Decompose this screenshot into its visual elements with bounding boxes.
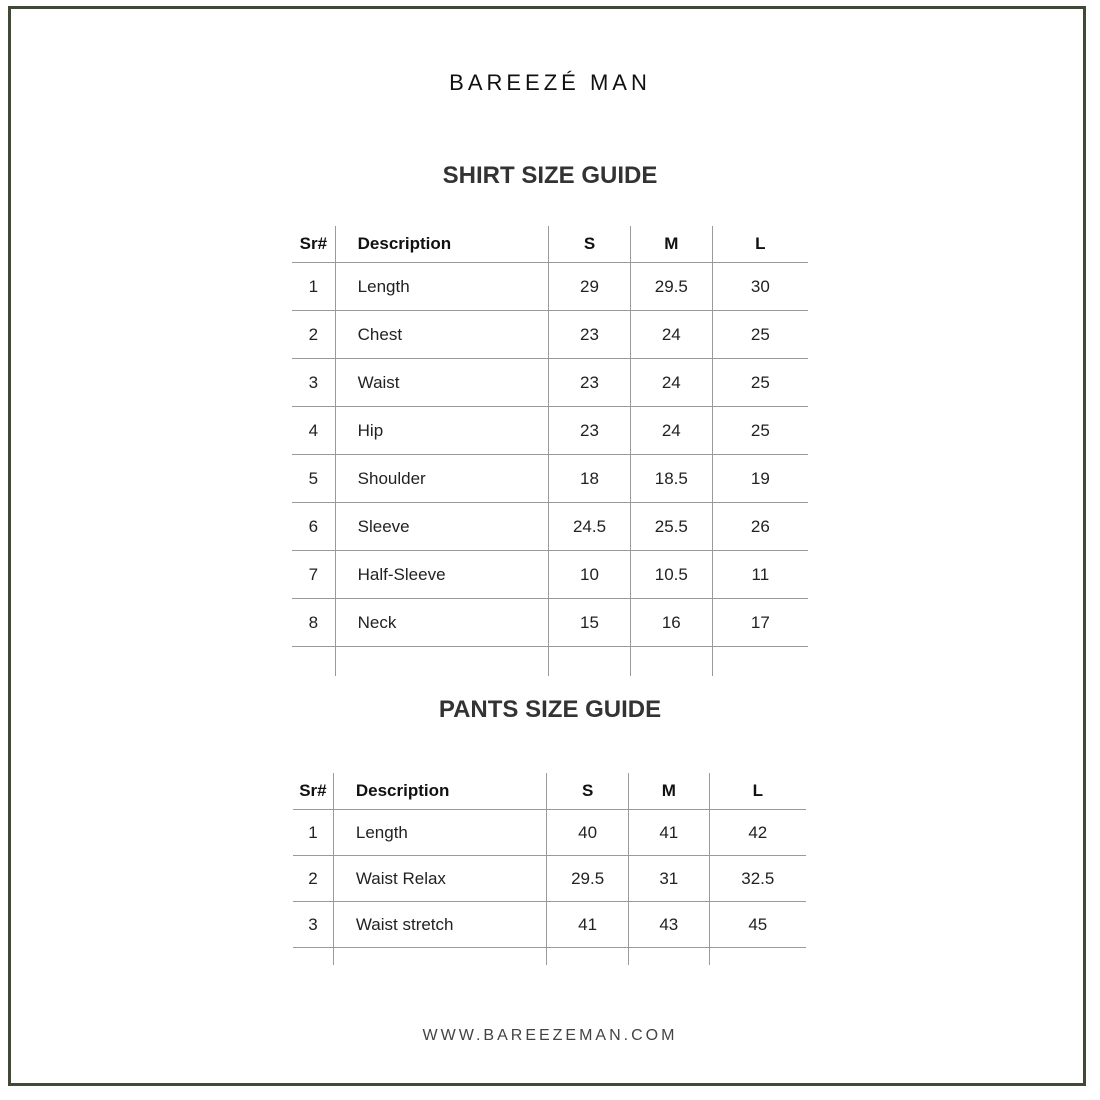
cell-size-m: 24 bbox=[630, 311, 712, 359]
empty-cell bbox=[630, 647, 712, 676]
header-size-l: L bbox=[709, 773, 806, 810]
cell-size-s: 23 bbox=[549, 407, 631, 455]
brand-logo: BAREEZÉ MAN bbox=[449, 70, 651, 95]
empty-cell bbox=[547, 948, 629, 965]
cell-size-s: 29.5 bbox=[547, 856, 629, 902]
cell-description: Length bbox=[335, 263, 548, 311]
cell-size-l: 25 bbox=[712, 359, 808, 407]
empty-cell bbox=[333, 948, 546, 965]
cell-size-m: 18.5 bbox=[630, 455, 712, 503]
table-filler-row bbox=[293, 948, 806, 965]
cell-size-m: 25.5 bbox=[630, 503, 712, 551]
cell-size-s: 18 bbox=[549, 455, 631, 503]
cell-sr: 4 bbox=[292, 407, 335, 455]
header-size-m: M bbox=[630, 226, 712, 263]
cell-size-m: 24 bbox=[630, 407, 712, 455]
cell-size-l: 17 bbox=[712, 599, 808, 647]
cell-description: Chest bbox=[335, 311, 548, 359]
shirt-size-guide-title: SHIRT SIZE GUIDE bbox=[442, 162, 658, 189]
table-header-row bbox=[292, 226, 808, 263]
cell-size-m: 29.5 bbox=[630, 263, 712, 311]
cell-size-m: 24 bbox=[630, 359, 712, 407]
cell-description: Waist stretch bbox=[333, 902, 546, 948]
cell-size-m: 31 bbox=[629, 856, 710, 902]
cell-size-s: 40 bbox=[547, 810, 629, 856]
cell-sr: 7 bbox=[292, 551, 335, 599]
cell-sr: 2 bbox=[292, 311, 335, 359]
table-row bbox=[292, 503, 808, 551]
header-size-l: L bbox=[712, 226, 808, 263]
cell-size-l: 19 bbox=[712, 455, 808, 503]
cell-size-m: 43 bbox=[629, 902, 710, 948]
cell-sr: 3 bbox=[293, 902, 333, 948]
cell-description: Shoulder bbox=[335, 455, 548, 503]
header-size-s: S bbox=[547, 773, 629, 810]
cell-size-s: 10 bbox=[549, 551, 631, 599]
table-row bbox=[293, 810, 806, 856]
empty-cell bbox=[629, 948, 710, 965]
cell-size-l: 42 bbox=[709, 810, 806, 856]
cell-size-s: 29 bbox=[549, 263, 631, 311]
empty-cell bbox=[712, 647, 808, 676]
website-url: WWW.BAREEZEMAN.COM bbox=[422, 1027, 678, 1044]
table-row bbox=[293, 856, 806, 902]
cell-sr: 6 bbox=[292, 503, 335, 551]
cell-size-s: 41 bbox=[547, 902, 629, 948]
cell-sr: 1 bbox=[292, 263, 335, 311]
empty-cell bbox=[292, 647, 335, 676]
cell-description: Waist bbox=[335, 359, 548, 407]
cell-sr: 8 bbox=[292, 599, 335, 647]
empty-cell bbox=[293, 948, 333, 965]
cell-size-m: 41 bbox=[629, 810, 710, 856]
empty-cell bbox=[709, 948, 806, 965]
cell-description: Hip bbox=[335, 407, 548, 455]
empty-cell bbox=[335, 647, 548, 676]
cell-size-s: 15 bbox=[549, 599, 631, 647]
cell-sr: 1 bbox=[293, 810, 333, 856]
cell-sr: 5 bbox=[292, 455, 335, 503]
cell-size-l: 45 bbox=[709, 902, 806, 948]
table-filler-row bbox=[292, 647, 808, 676]
header-sr: Sr# bbox=[292, 226, 335, 263]
cell-description: Half-Sleeve bbox=[335, 551, 548, 599]
cell-description: Sleeve bbox=[335, 503, 548, 551]
table-header-row bbox=[293, 773, 806, 810]
table-row bbox=[293, 902, 806, 948]
cell-sr: 3 bbox=[292, 359, 335, 407]
table-row bbox=[292, 311, 808, 359]
cell-description: Length bbox=[333, 810, 546, 856]
header-description: Description bbox=[335, 226, 548, 263]
cell-size-m: 10.5 bbox=[630, 551, 712, 599]
table-row bbox=[292, 551, 808, 599]
table-row bbox=[292, 359, 808, 407]
pants-size-table bbox=[293, 773, 806, 965]
shirt-size-table bbox=[292, 226, 808, 676]
cell-size-l: 26 bbox=[712, 503, 808, 551]
header-description: Description bbox=[333, 773, 546, 810]
cell-size-l: 32.5 bbox=[709, 856, 806, 902]
table-row bbox=[292, 407, 808, 455]
cell-description: Neck bbox=[335, 599, 548, 647]
empty-cell bbox=[549, 647, 631, 676]
cell-sr: 2 bbox=[293, 856, 333, 902]
cell-size-l: 30 bbox=[712, 263, 808, 311]
header-size-m: M bbox=[629, 773, 710, 810]
table-row bbox=[292, 455, 808, 503]
cell-description: Waist Relax bbox=[333, 856, 546, 902]
cell-size-m: 16 bbox=[630, 599, 712, 647]
cell-size-s: 24.5 bbox=[549, 503, 631, 551]
cell-size-l: 25 bbox=[712, 311, 808, 359]
header-sr: Sr# bbox=[293, 773, 333, 810]
cell-size-s: 23 bbox=[549, 359, 631, 407]
pants-size-guide-title: PANTS SIZE GUIDE bbox=[438, 696, 662, 723]
cell-size-l: 25 bbox=[712, 407, 808, 455]
table-row bbox=[292, 599, 808, 647]
header-size-s: S bbox=[549, 226, 631, 263]
cell-size-s: 23 bbox=[549, 311, 631, 359]
cell-size-l: 11 bbox=[712, 551, 808, 599]
table-row bbox=[292, 263, 808, 311]
